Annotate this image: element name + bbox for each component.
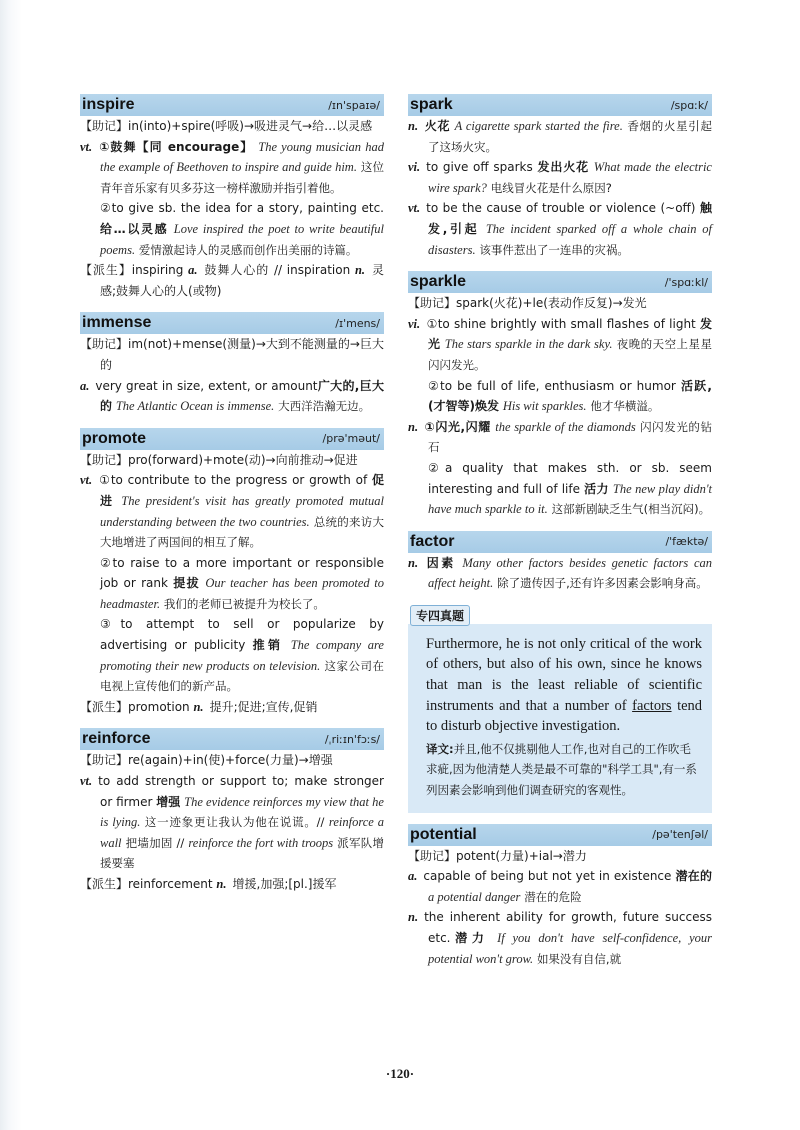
translation: 总统的来访大大地增进了两国间的相互了解。 [100, 514, 385, 550]
headword: inspire [82, 96, 135, 113]
example: Many other factors besides genetic factors can affect height. [428, 555, 712, 591]
definition: to be the cause of trouble or violence (~off) [426, 201, 696, 216]
sense [80, 137, 384, 199]
entry-spark [408, 94, 712, 260]
page-number: ·120· [385, 1066, 415, 1081]
entry-header [408, 94, 712, 116]
part-of-speech: a. [80, 378, 90, 393]
phonetic: /ɪ'mens/ [335, 316, 380, 330]
translation: 除了遗传因子,还有许多因素会影响身高。 [497, 576, 708, 591]
definition: ②a quality that makes sth. or sb. seem interesting and full of life [428, 460, 712, 496]
example: The incident sparked off a whole chain of disasters. [428, 221, 712, 257]
entry-factor [408, 531, 712, 594]
entry-inspire [80, 94, 384, 301]
definition-zh: ①闪光,闪耀 [424, 419, 491, 434]
phonetic: /pə'tenʃəl/ [652, 828, 708, 842]
exam-label: 专四真题 [410, 605, 470, 626]
translation: 爱情激起诗人的灵感而创作出美丽的诗篇。 [138, 242, 358, 257]
left-column [80, 94, 384, 906]
translation: 他才华横溢。 [590, 399, 660, 414]
mnemonic: 【助记】im(not)+mense(测量)→大到不能测量的→巨大的 [80, 337, 384, 372]
derived-word: 【派生】inspiring [80, 263, 184, 278]
definition-zh: 增强 [156, 794, 181, 809]
headword: spark [410, 96, 453, 113]
phonetic: /spɑːk/ [670, 98, 708, 112]
part-of-speech: vt. [80, 774, 93, 789]
example: The stars sparkle in the dark sky. [444, 337, 613, 352]
sense [408, 198, 712, 260]
sense [80, 470, 384, 552]
example: The new play didn't have much sparkle to it. [428, 481, 712, 517]
translation-label: 译文: [426, 741, 454, 756]
definition: very great in size, extent, or amount [95, 378, 318, 393]
passage-text: Furthermore, he is not only critical of the work of others, but also of his own, since he knows that man is the least reliable of scientific instruments and that a number of [426, 635, 702, 714]
entry-header [80, 312, 384, 334]
definition-zh: 推销 [252, 638, 284, 653]
headword: immense [82, 314, 152, 332]
sense [408, 314, 712, 376]
translation: 如果没有自信,就 [536, 951, 622, 966]
part-of-speech: vt. [408, 201, 421, 216]
mnemonic: 【助记】pro(forward)+mote(动)→向前推动→促进 [80, 452, 358, 467]
headword: reinforce [82, 730, 151, 748]
headword: factor [410, 532, 455, 550]
passage-text: tend to disturb objective investigation. [426, 697, 703, 735]
right-column [408, 94, 712, 980]
part-of-speech: vi. [408, 160, 421, 175]
entry-potential [408, 824, 712, 970]
translation: 这位青年音乐家有贝多芬这一榜样激励并指引着他。 [100, 160, 384, 195]
definition: ②to raise to a more important or responsible job or rank [100, 555, 384, 591]
translation: 该事件惹出了一连串的灾祸。 [479, 242, 629, 257]
definition-zh: 潜在的 [675, 869, 712, 884]
entry-header [80, 728, 384, 750]
definition-zh: 促进 [100, 473, 384, 508]
definition-zh: 提拔 [173, 576, 201, 591]
definition-zh: 因素 [424, 555, 456, 570]
example: The Atlantic Ocean is immense. [115, 399, 275, 414]
entry-header [80, 94, 384, 116]
part-of-speech: n. [354, 263, 366, 278]
phonetic: /ɪn'spaɪə/ [328, 98, 380, 112]
definition: ①鼓舞【同 encourage】 [98, 139, 254, 154]
entry-sparkle [408, 271, 712, 520]
part-of-speech: n. [216, 877, 227, 891]
example: A cigarette spark started the fire. [454, 119, 623, 133]
headword: sparkle [410, 273, 467, 291]
example: a potential danger [428, 889, 521, 904]
entry-header [408, 271, 712, 293]
part-of-speech: vt. [80, 139, 93, 154]
translation: 我们的老师已被提升为校长了。 [163, 596, 325, 611]
part-of-speech: n. [408, 419, 419, 434]
phonetic: /'fæktə/ [665, 535, 708, 549]
definition: ②to be full of life, enthusiasm or humor [428, 378, 676, 393]
derived [80, 260, 384, 301]
definition: the inherent ability for growth, future success etc. [424, 910, 712, 945]
phonetic: /'spɑːkl/ [664, 275, 708, 289]
entry-header [80, 428, 384, 450]
definition-zh: 广大的,巨大的 [100, 378, 384, 414]
part-of-speech: a. [188, 263, 198, 278]
translation: 派军队增援要塞 [100, 835, 384, 871]
sense [80, 771, 384, 874]
entry-header [408, 824, 712, 846]
part-of-speech: n. [408, 910, 419, 925]
mnemonic: 【助记】potent(力量)+ial→潜力 [408, 848, 587, 863]
example: The young musician had the example of Beethoven to inspire and guide him. [100, 139, 384, 175]
example: The president's visit has greatly promoted mutual understanding between the two countries. [100, 493, 384, 529]
part-of-speech: n. [408, 119, 419, 133]
sense [80, 198, 384, 260]
sense [408, 458, 712, 520]
derived [80, 697, 384, 718]
definition-zh: 触发,引起 [428, 201, 712, 236]
phonetic: /prə'məut/ [322, 432, 380, 446]
part-of-speech: n. [408, 555, 419, 570]
translation: 这家公司在电视上宣传他们的新产品。 [100, 658, 384, 694]
part-of-speech: n. [193, 699, 204, 714]
definition-zh: 潜力 [450, 931, 489, 945]
definition: capable of being but not yet in existence [423, 869, 672, 884]
example: reinforce a wall [100, 815, 384, 850]
sense [80, 376, 384, 417]
sense [80, 553, 384, 615]
sense [408, 157, 712, 198]
translation: 这一迹象更让我认为他在说谎。// [144, 815, 325, 830]
part-of-speech: vi. [408, 316, 421, 331]
definition: ③to attempt to sell or popularize by advertising or publicity [100, 617, 384, 653]
derived-word: 【派生】reinforcement [80, 877, 213, 891]
passage-keyword: factors [632, 697, 672, 714]
definition-zh: 发出火花 [537, 160, 589, 175]
translation: 香烟的火星引起了这场火灾。 [428, 119, 712, 154]
derived-word: 【派生】promotion [80, 699, 190, 714]
example: reinforce the fort with troops [188, 835, 334, 850]
exam-passage [426, 634, 702, 737]
definition-zh: 发光 [428, 316, 712, 352]
example: The evidence reinforces my view that he is lying. [100, 794, 384, 830]
exam-section [408, 605, 712, 813]
derived-meaning: 灵感;鼓舞人心的人(或物) [100, 263, 384, 298]
part-of-speech: vt. [80, 473, 93, 488]
definition-zh: 活力 [584, 481, 609, 496]
translation-text: 并且,他不仅挑剔他人工作,也对自己的工作吹毛求疵,因为他清楚人类是最不可靠的"科学工具",有一系列因素会影响到他们调查研究的客观性。 [426, 741, 697, 798]
translation: 潜在的危险 [524, 889, 582, 904]
derived [80, 874, 384, 895]
mnemonic: 【助记】in(into)+spire(呼吸)→吸进灵气→给…以灵感 [80, 119, 373, 133]
translation: 把墙加固 // [125, 835, 185, 850]
headword: promote [82, 429, 146, 447]
phonetic: /ˌriːɪn'fɔːs/ [324, 732, 380, 746]
definition-zh: 火花 [424, 119, 451, 133]
sense [408, 907, 712, 969]
entry-immense [80, 312, 384, 416]
example: Our teacher has been promoted to headmaster. [100, 576, 384, 611]
definition: to add strength or support to; make stronger or firmer [98, 774, 384, 809]
translation: 夜晚的天空上星星闪闪发光。 [428, 337, 712, 372]
derived-meaning: 鼓舞人心的 // inspiration [203, 263, 351, 278]
example: His wit sparkles. [502, 399, 587, 414]
headword: potential [410, 825, 477, 843]
example: What made the electric wire spark? [428, 160, 712, 195]
sense [408, 376, 712, 417]
sense [408, 417, 712, 458]
translation: 大西洋浩瀚无边。 [278, 399, 371, 414]
sense [408, 866, 712, 907]
sense [80, 614, 384, 696]
definition: ①to contribute to the progress or growth of [98, 473, 368, 488]
definition: to give off sparks [426, 160, 533, 175]
example: If you don't have self-confidence, your potential won't grow. [428, 931, 712, 966]
definition-zh: 给…以灵感 [100, 221, 169, 236]
part-of-speech: a. [408, 869, 418, 884]
example: the sparkle of the diamonds [495, 419, 636, 434]
mnemonic: 【助记】re(again)+in(使)+force(力量)→增强 [80, 753, 333, 768]
derived-meaning: 提升;促进;宣传,促销 [209, 699, 318, 714]
definition: ①to shine brightly with small flashes of light [426, 316, 696, 331]
entry-promote [80, 428, 384, 718]
mnemonic: 【助记】spark(火花)+le(表动作反复)→发光 [408, 296, 647, 311]
sense [408, 116, 712, 157]
definition-zh: 活跃,(才智等)焕发 [428, 378, 712, 414]
exam-translation [426, 739, 702, 801]
example: Love inspired the poet to write beautiful poems. [100, 221, 384, 257]
definition: ②to give sb. the idea for a story, painting etc. [100, 201, 384, 216]
translation: 这部新剧缺乏生气(相当沉闷)。 [551, 502, 711, 517]
entry-reinforce [80, 728, 384, 894]
exam-box [408, 624, 712, 813]
example: The company are promoting their new products on television. [100, 638, 384, 673]
derived-meaning: 增援,加强;[pl.]援军 [232, 877, 337, 891]
translation: 电线冒火花是什么原因? [490, 180, 612, 195]
entry-header [408, 531, 712, 553]
sense [408, 553, 712, 594]
translation: 闪闪发光的钻石 [428, 419, 712, 455]
